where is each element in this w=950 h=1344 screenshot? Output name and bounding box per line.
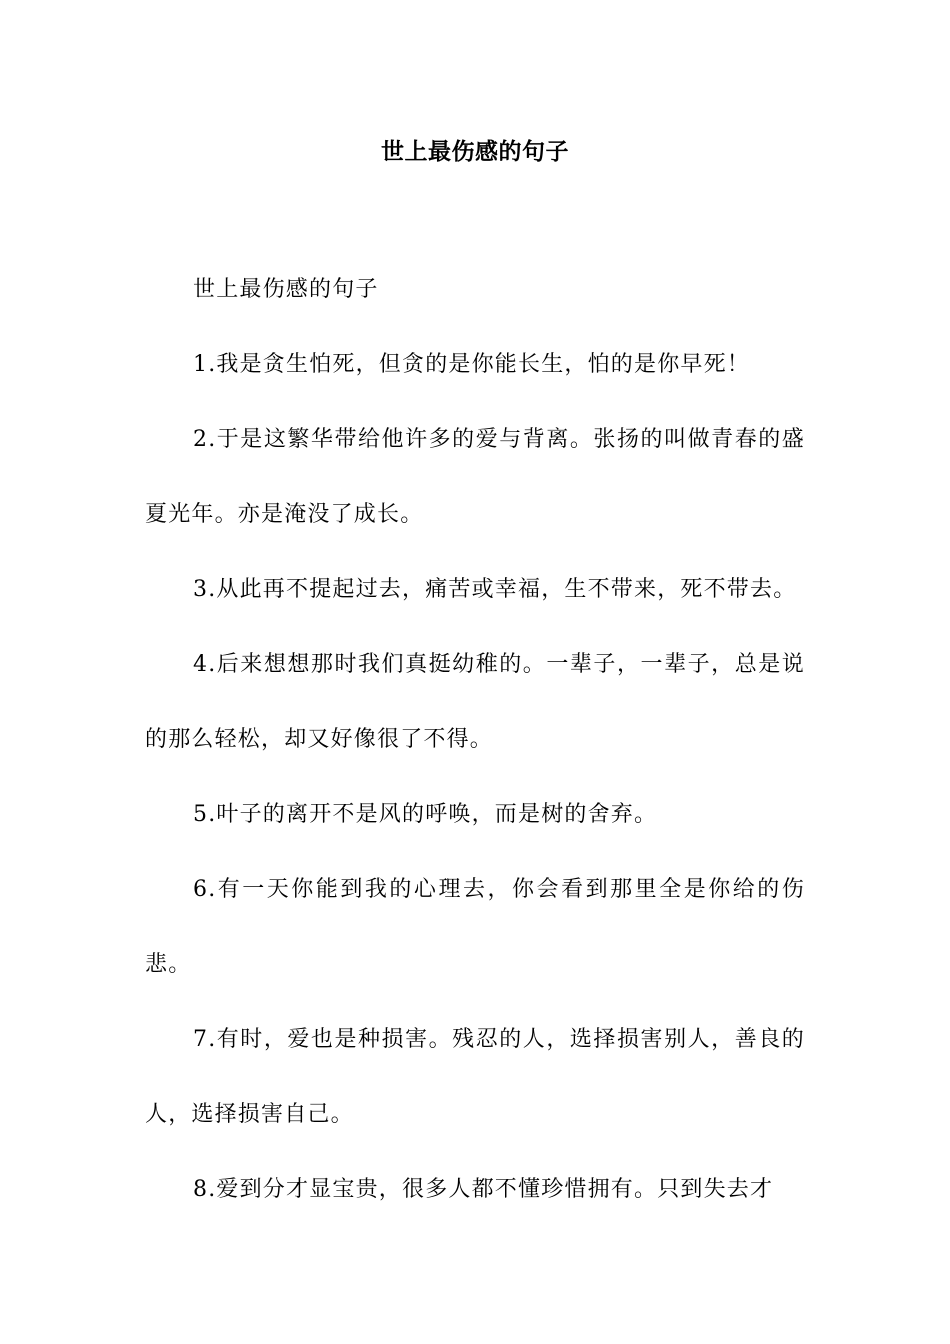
- paragraph-3: 3.从此再不提起过去，痛苦或幸福，生不带来，死不带去。: [193, 577, 797, 602]
- paragraph-2: 2.于是这繁华带给他许多的爱与背离。张扬的叫做青春的盛夏光年。亦是淹没了成长。: [145, 427, 805, 527]
- paragraph-subtitle: 世上最伤感的句子: [193, 277, 379, 302]
- document-body: [145, 252, 805, 1227]
- paragraph-7: 7.有时，爱也是种损害。残忍的人，选择损害别人，善良的人，选择损害自己。: [145, 1027, 805, 1127]
- paragraph-8: 8.爱到分才显宝贵，很多人都不懂珍惜拥有。只到失去才: [193, 1177, 774, 1202]
- paragraph-4: 4.后来想想那时我们真挺幼稚的。一辈子，一辈子，总是说的那么轻松，却又好像很了不得。: [145, 652, 805, 752]
- document-title: 世上最伤感的句子: [381, 139, 569, 165]
- paragraph-5: 5.叶子的离开不是风的呼唤，而是树的舍弃。: [193, 802, 658, 827]
- paragraph-1: 1.我是贪生怕死，但贪的是你能长生，怕的是你早死！: [193, 352, 750, 377]
- paragraph-6: 6.有一天你能到我的心理去，你会看到那里全是你给的伤悲。: [145, 877, 805, 977]
